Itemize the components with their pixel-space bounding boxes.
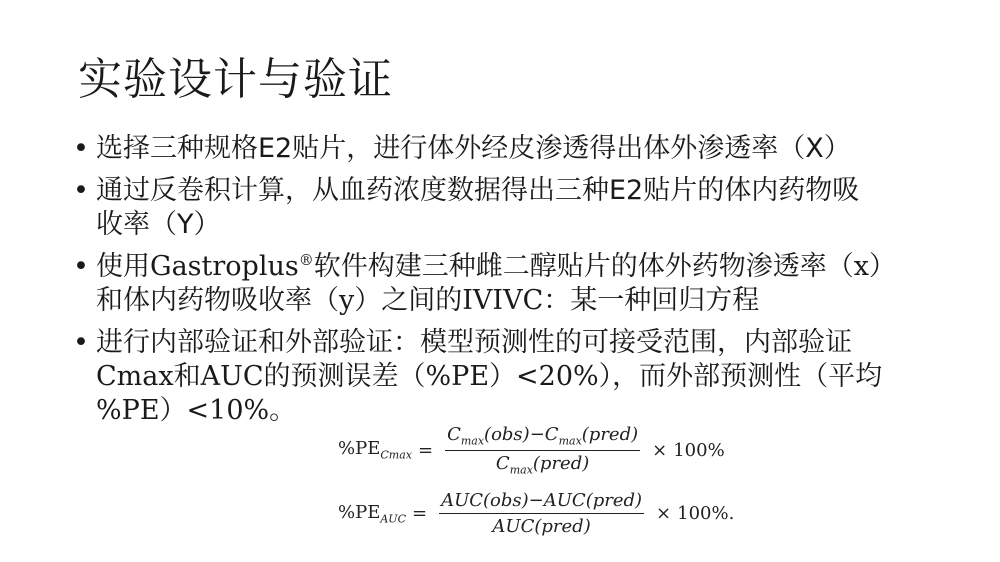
fraction (445, 424, 640, 476)
bullet-item-1 (70, 132, 950, 166)
bullet-marker: • (73, 133, 89, 164)
bullet-text: 收率（Y） (96, 209, 221, 240)
times-sign: × (656, 503, 672, 524)
times-sign: × (652, 439, 668, 461)
bullet-text: 软件构建三种雌二醇贴片的体外药物渗透率（x） (313, 251, 896, 282)
formula-lhs: $\%PE_{Cmax}$ (338, 438, 412, 462)
bullet-marker: • (73, 327, 89, 358)
bullet-text: %PE）<10%。 (96, 395, 297, 426)
bullet-text: 进行内部验证和外部验证：模型预测性的可接受范围，内部验证 (96, 327, 852, 358)
fraction-denominator: $C_{max}(pred)$ (495, 452, 590, 477)
bullet-list (70, 132, 950, 436)
equals-sign: = (417, 439, 434, 461)
slide-title: 实验设计与验证 (78, 54, 393, 105)
formula-lhs: $\%PE_{AUC}$ (338, 501, 406, 526)
bullet-text-line (96, 250, 950, 284)
fraction-numerator: $C_{max}(obs)-C_{max}(pred)$ (445, 424, 640, 451)
bullet-marker: • (73, 175, 89, 206)
bullet-text: 选择三种规格E2贴片，进行体外经皮渗透得出体外渗透率（X） (96, 133, 851, 164)
formula-pe-cmax (338, 424, 725, 476)
bullet-text: 使用Gastroplus (96, 251, 299, 282)
bullet-text: Cmax和AUC的预测误差（%PE）<20%），而外部预测性（平均 (96, 361, 883, 392)
bullet-item-4 (70, 326, 950, 428)
equals-sign: = (412, 503, 428, 524)
fraction-denominator: AUC(pred) (492, 516, 591, 537)
bullet-item-3 (70, 250, 950, 318)
bullet-text: 和体内药物吸收率（y）之间的IVIVC：某一种回归方程 (96, 285, 760, 316)
registered-mark: ® (298, 251, 314, 269)
fraction (439, 490, 644, 537)
bullet-text: 通过反卷积计算，从血药浓度数据得出三种E2贴片的体内药物吸 (96, 175, 860, 206)
formula-factor: 100% (673, 439, 725, 461)
bullet-item-2 (70, 174, 950, 242)
formula-pe-auc (338, 490, 734, 537)
formula-factor: 100%. (677, 503, 735, 524)
fraction-numerator: AUC(obs)−AUC(pred) (439, 490, 644, 514)
bullet-marker: • (73, 251, 89, 282)
